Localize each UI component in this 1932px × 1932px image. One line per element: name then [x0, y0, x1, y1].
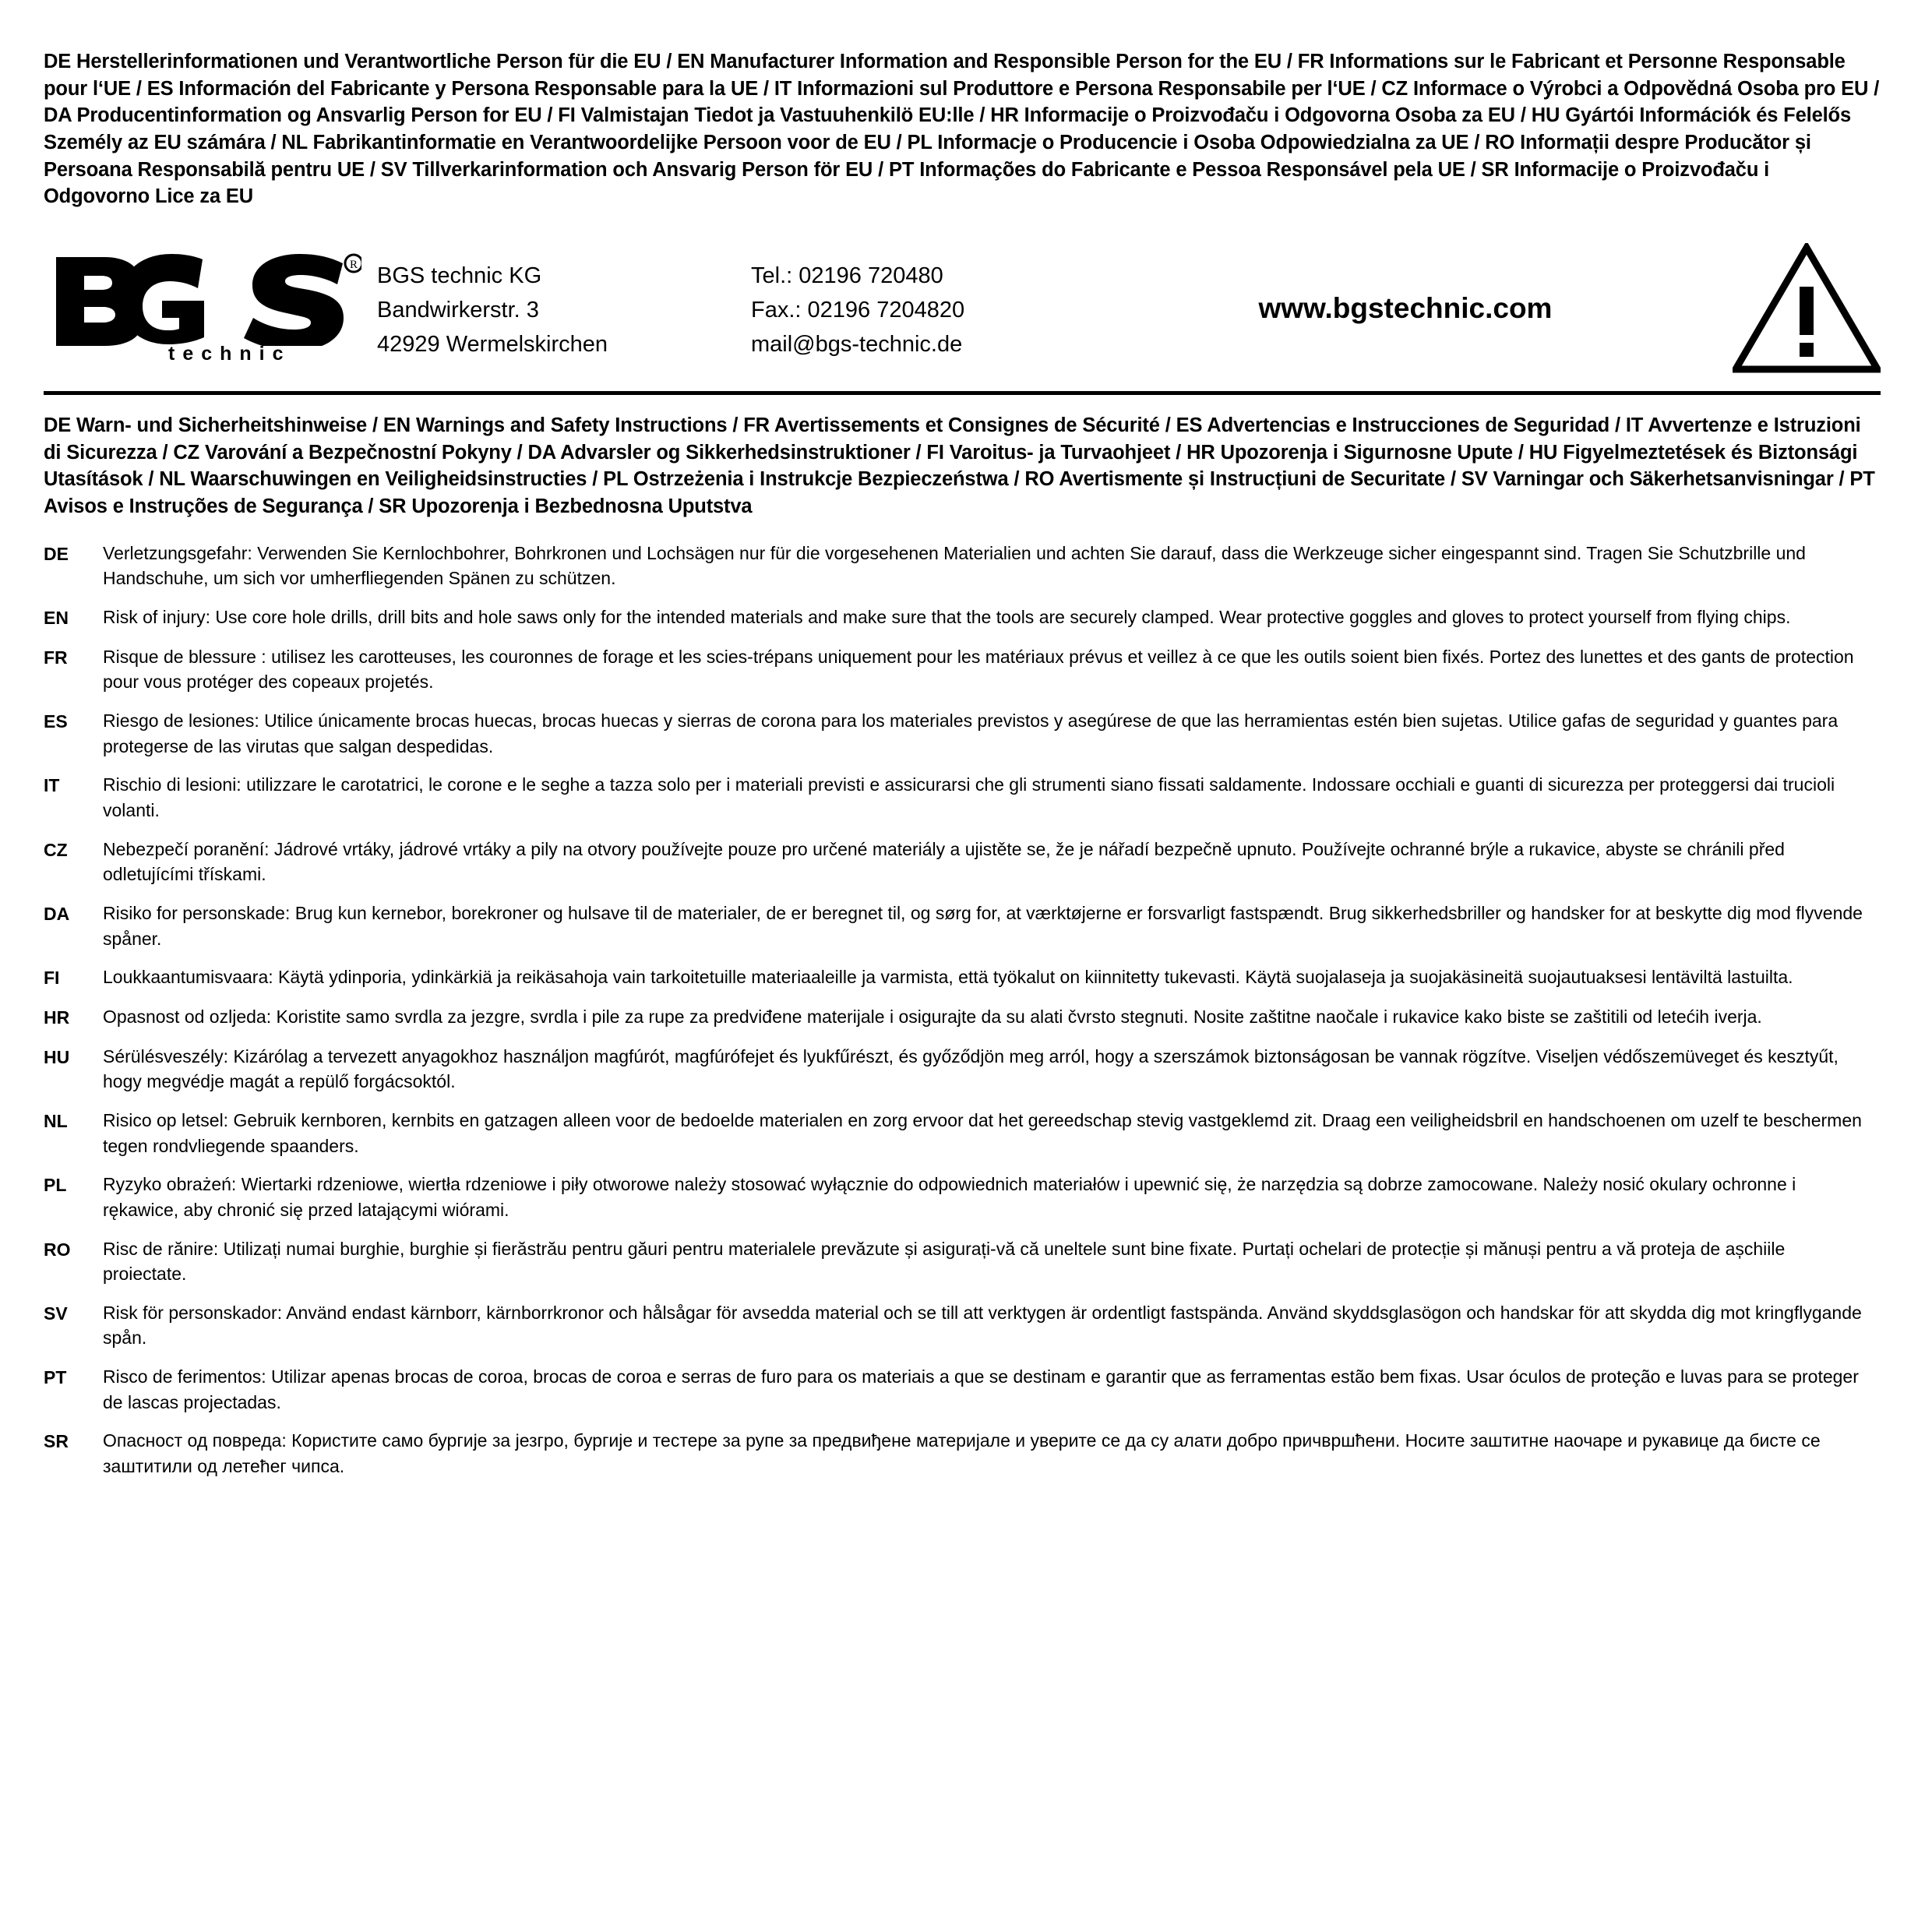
language-text: Risk of injury: Use core hole drills, drill bits and hole saws only for the intended materials and make sure that the tools are securely clamped. Wear protective goggles and gloves to protect yourself from flying chips.	[103, 607, 1791, 628]
company-street: Bandwirkerstr. 3	[377, 297, 539, 323]
bgs-logo	[44, 252, 377, 365]
language-text: Risc de rănire: Utilizați numai burghie, burghie și fierăstrău pentru găuri pentru materialele prevăzute și asigurați-vă că uneltele sunt bine fixate. Purtați ochelari de protecție și mănuși pentru a vă proteja de așchiile proiectate.	[103, 1238, 1786, 1285]
list-item	[44, 837, 1881, 887]
svg-text:R: R	[349, 258, 358, 271]
safety-entries-list	[44, 541, 1881, 1479]
company-name: BGS technic KG	[377, 263, 542, 288]
bgs-logo-mark	[50, 252, 377, 346]
language-text: Loukkaantumisvaara: Käytä ydinporia, ydinkärkiä ja reikäsahoja vain tarkoitetuille materiaaleille ja varmista, että työkalut on kiinnitetty tukevasti. Käytä suojalaseja ja suojakäsineitä suojautuaksesi lentäviltä lastuilta.	[103, 967, 1793, 988]
list-item	[44, 1364, 1881, 1415]
list-item	[44, 1172, 1881, 1222]
company-fax: Fax.: 02196 7204820	[751, 297, 965, 323]
language-code: PT	[44, 1367, 67, 1388]
company-email: mail@bgs-technic.de	[751, 332, 963, 358]
language-code: DE	[44, 543, 69, 564]
language-code: SV	[44, 1303, 68, 1324]
list-item	[44, 901, 1881, 951]
list-item	[44, 964, 1881, 991]
language-text: Risk för personskador: Använd endast kärnborr, kärnborrkronor och hålsågar för avsedda material och se till att verktygen är ordentligt fastspända. Använd skyddsglasögon och handskar för att skydda dig mot kringflygande spån.	[103, 1302, 1862, 1349]
language-code: RO	[44, 1239, 71, 1260]
language-code: FR	[44, 647, 68, 668]
language-code: NL	[44, 1110, 68, 1131]
company-website: www.bgstechnic.com	[1258, 292, 1553, 325]
warning-triangle-icon	[1725, 243, 1881, 374]
language-text: Опасност од повреда: Користите само бургије за језгро, бургије и тестере за рупе за предвиђене материјале и уверите се да су алати добро причвршћени. Носите заштитне наочаре и рукавице да бисте се заштитили од летећег чипса.	[103, 1430, 1821, 1477]
company-city: 42929 Wermelskirchen	[377, 332, 608, 358]
language-text: Ryzyko obrażeń: Wiertarki rdzeniowe, wiertła rdzeniowe i piły otworowe należy stosować wyłącznie do odpowiednich materiałów i upewnić się, że narzędzia są dobrze zamocowane. Należy nosić okulary ochronne i rękawice, aby chronić się przed latającymi wiórami.	[103, 1174, 1796, 1220]
list-item	[44, 772, 1881, 823]
manufacturer-info-heading: DE Herstellerinformationen und Verantwortliche Person für die EU / EN Manufacturer Information and Responsible Person for the EU / FR Informations sur le Fabricant et Personne Responsable pour l‘UE / ES Información del Fabricante y Persona Responsable para la UE / IT Informazioni sul Produttore e Persona Responsabile per l‘UE / CZ Informace o Výrobci a Odpovědná Osoba pro EU / DA Producentinformation og Ansvarlig Person for EU / FI Valmistajan Tiedot ja Vastuuhenkilö EU:lle / HR Informacije o Proizvođaču i Odgovorna Osoba za EU / HU Gyártói Információk és Felelős Személy az EU számára / NL Fabrikantinformatie en Verantwoordelijke Persoon voor de EU / PL Informacje o Producencie i Osoba Odpowiedzialna za UE / RO Informații despre Producător și Persoana Responsabilă pentru UE / SV Tillverkarinformation och Ansvarig Person för EU / PT Informações do Fabricante e Pessoa Responsável pela UE / SR Informacije o Proizvođaču i Odgovorno Lice za EU	[44, 51, 1880, 208]
header-divider	[44, 391, 1881, 395]
language-code: PL	[44, 1175, 67, 1196]
language-text: Risque de blessure : utilisez les carotteuses, les couronnes de forage et les scies-trépans uniquement pour les matériaux prévus et veillez à ce que les outils soient bien fixés. Portez des lunettes et des gants de protection pour vous protéger des copeaux projetés.	[103, 646, 1854, 693]
list-item	[44, 1004, 1881, 1031]
list-item	[44, 605, 1881, 631]
language-text: Risico op letsel: Gebruik kernboren, kernbits en gatzagen alleen voor de bedoelde materialen en zorg ervoor dat het gereedschap stevig vastgeklemd zit. Draag een veiligheidsbril en handschoenen om uzelf te beschermen tegen rondvliegende spaanders.	[103, 1109, 1862, 1156]
list-item	[44, 708, 1881, 759]
language-code: SR	[44, 1431, 69, 1452]
language-text: Riesgo de lesiones: Utilice únicamente brocas huecas, brocas huecas y sierras de corona para los materiales previstos y asegúrese de que las herramientas estén bien sujetas. Utilice gafas de seguridad y guantes para protegerse de las virutas que salgan despedidas.	[103, 710, 1839, 756]
language-code: FI	[44, 968, 60, 989]
language-code: CZ	[44, 839, 68, 860]
company-band	[41, 231, 1885, 386]
list-item	[44, 1300, 1881, 1351]
language-text: Opasnost od ozljeda: Koristite samo svrdla za jezgre, svrdla i pile za rupe za predviđene materijale i osigurajte da su alati čvrsto stegnuti. Nosite zaštitne naočale i rukavice kako biste se zaštitili od letećih iverja.	[103, 1006, 1762, 1027]
list-item	[44, 1428, 1881, 1479]
language-code: EN	[44, 608, 69, 629]
list-item	[44, 644, 1881, 695]
bgs-logo-subtext: technic	[168, 342, 291, 365]
safety-instructions-heading: DE Warn- und Sicherheitshinweise / EN Warnings and Safety Instructions / FR Avertissements et Consignes de Sécurité / ES Advertencias e Instrucciones de Seguridad / IT Avvertenze e Istruzioni di Sicurezza / CZ Varování a Bezpečnostní Pokyny / DA Advarsler og Sikkerhedsinstruktioner / FI Varoitus- ja Turvaohjeet / HR Upozorenja i Sigurnosne Upute / HU Figyelmeztetések és Biztonsági Utasítások / NL Waarschuwingen en Veiligheidsinstructies / PL Ostrzeżenia i Instrukcje Bezpieczeństwa / RO Avertismente și Instrucțiuni de Securitate / SV Varningar och Säkerhetsanvisningar / PT Avisos e Instruções de Segurança / SR Upozorenja i Bezbednosna Uputstva	[44, 414, 1875, 518]
list-item	[44, 1044, 1881, 1095]
language-text: Verletzungsgefahr: Verwenden Sie Kernlochbohrer, Bohrkronen und Lochsägen nur für die vorgesehenen Materialien und achten Sie darauf, dass die Werkzeuge sicher eingespannt sind. Tragen Sie Schutzbrille und Handschuhe, um sich vor umherfliegenden Spänen zu schützen.	[103, 542, 1806, 589]
language-text: Risiko for personskade: Brug kun kernebor, borekroner og hulsave til de materialer, de er beregnet til, og sørg for, at værktøjerne er forsvarligt fastspændt. Brug sikkerhedsbriller og handsker for at beskytte dig mod flyvende spåner.	[103, 902, 1863, 949]
company-phone: Tel.: 02196 720480	[751, 263, 943, 288]
language-text: Risco de ferimentos: Utilizar apenas brocas de coroa, brocas de coroa e serras de furo para os materiais a que se destinam e garantir que as ferramentas estão bem fixas. Usar óculos de proteção e luvas para se proteger de lascas projectadas.	[103, 1366, 1859, 1412]
language-code: HR	[44, 1007, 70, 1028]
language-code: DA	[44, 903, 70, 924]
list-item	[44, 1236, 1881, 1287]
language-text: Rischio di lesioni: utilizzare le carotatrici, le corone e le seghe a tazza solo per i materiali previsti e assicurarsi che gli strumenti siano fissati saldamente. Indossare occhiali e guanti di sicurezza per proteggersi dai trucioli volanti.	[103, 774, 1835, 820]
company-contact	[751, 256, 1117, 361]
language-code: IT	[44, 775, 60, 796]
company-address	[377, 256, 751, 361]
language-code: ES	[44, 711, 68, 732]
list-item	[44, 1108, 1881, 1158]
language-code: HU	[44, 1046, 70, 1067]
list-item	[44, 541, 1881, 591]
language-text: Sérülésveszély: Kizárólag a tervezett anyagokhoz használjon magfúrót, magfúrófejet és lyukfűrészt, és győződjön meg arról, hogy a szerszámok biztonságosan be vannak rögzítve. Viseljen védőszemüveget és kesztyűt, hogy megvédje magát a repülő forgácsoktól.	[103, 1045, 1839, 1092]
language-text: Nebezpečí poranění: Jádrové vrtáky, jádrové vrtáky a pily na otvory používejte pouze pro určené materiály a ujistěte se, že je nářadí bezpečně upnuto. Používejte ochranné brýle a rukavice, abyste se chránili před odletujícími třískami.	[103, 838, 1785, 885]
